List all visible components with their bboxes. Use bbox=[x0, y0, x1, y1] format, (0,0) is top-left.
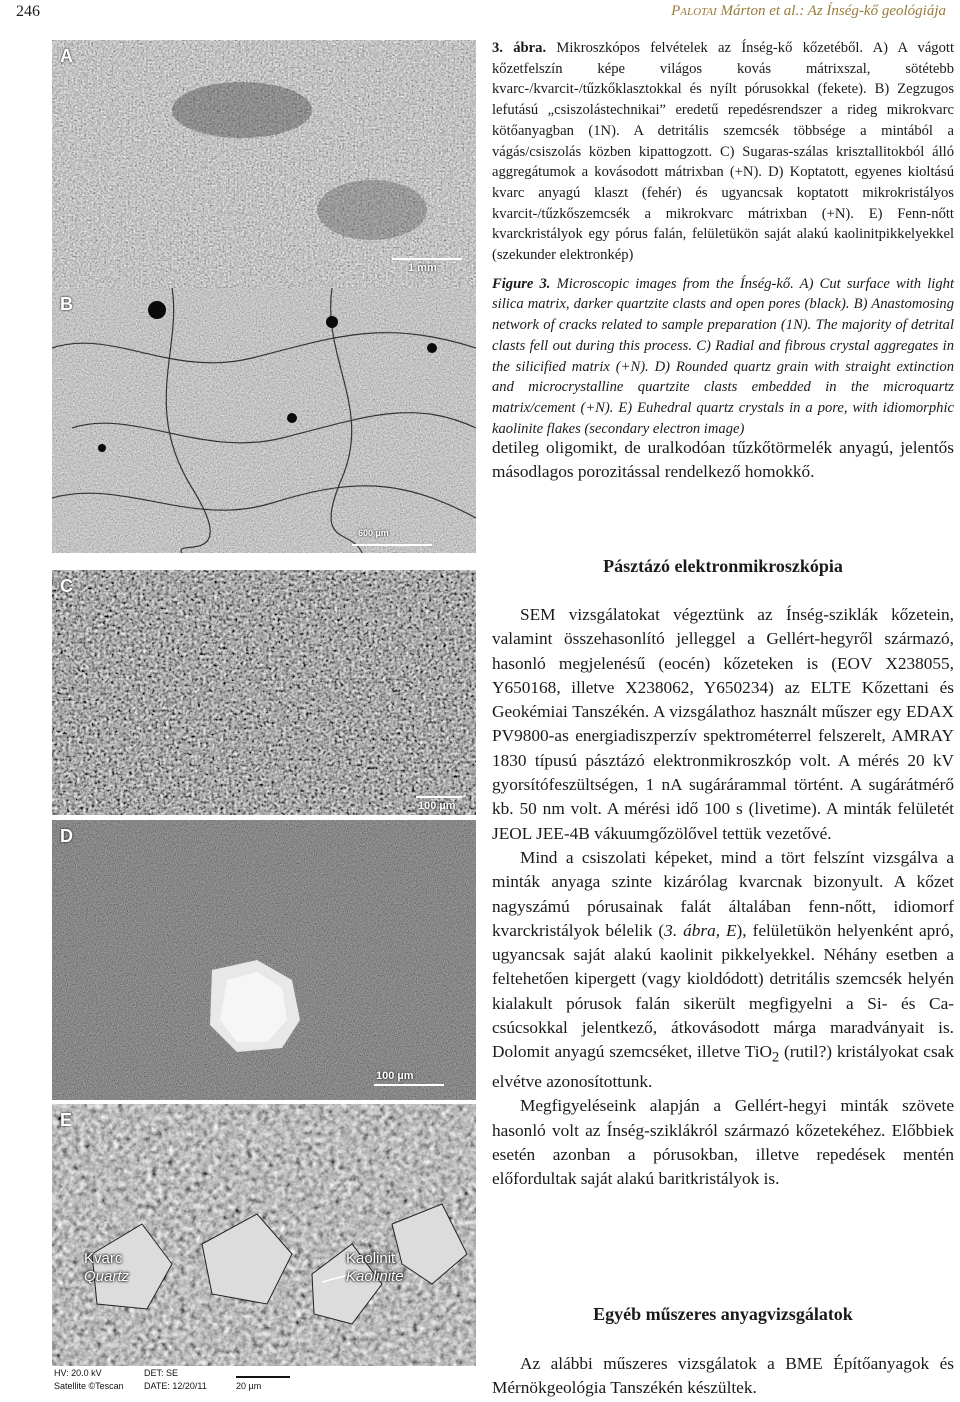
caption-hungarian bbox=[492, 38, 954, 266]
panel-b-label: B bbox=[60, 294, 73, 314]
section-heading-sem: Pásztázó elektronmikroszkópia bbox=[603, 556, 843, 576]
label-kaolinite-hu: Kaolinit bbox=[346, 1250, 396, 1267]
sem-p2-part-b: ), felületükön helyenként apró, ugyancsak saját alakú kaolinit pikkelyekkel. Néhány esetben a feltehetően kipergett (vagy kioldódott) detritális szemcsék helyén kialakult pórusok falán sikerült megfigyelni a Si- és Ca-csúcsokkal jelentkező, átkovásodott márga maradványait is. Dolomit anyagú szemcséket, illetve TiO bbox=[492, 920, 954, 1062]
micrograph-b bbox=[52, 288, 476, 553]
micrograph-c-image bbox=[52, 570, 476, 815]
label-kaolinite-en: Kaolinite bbox=[346, 1268, 404, 1285]
panel-a-scale-bar bbox=[392, 258, 462, 260]
running-head bbox=[671, 3, 946, 20]
label-kaolinite bbox=[346, 1250, 404, 1286]
micrograph-a-image bbox=[52, 40, 476, 288]
tio2-subscript: 2 bbox=[771, 1049, 780, 1066]
micrograph-b-image bbox=[52, 288, 476, 553]
panel-c-scale-label: 100 µm bbox=[418, 800, 456, 812]
running-head-author: Palotai bbox=[671, 3, 717, 19]
label-quartz bbox=[84, 1250, 129, 1286]
panel-d-scale-label: 100 µm bbox=[376, 1070, 414, 1082]
caption-hu-label: 3. ábra. bbox=[492, 40, 547, 56]
caption-en-label: Figure 3. bbox=[492, 275, 551, 292]
micrograph-c bbox=[52, 570, 476, 815]
caption-en-text: Microscopic images from the Ínség-kő. A) Cut surface with light silica matrix, darker quartzite clasts and open pores (black). B) Anastomosing network of cracks related to sample preparation (1N). The majority of detrital clasts fell out during this process. C) Radial and fibrous crystal aggregates in the silicified matrix (+N). D) Rounded quartz grain with straight extinction and microcrystalline quartzite clasts embedded in the microquartz matrix/cement (+N). E) Euhedral quartz crystals in a pore, with idiomorphic kaolinite flakes (secondary electron image) bbox=[492, 275, 955, 437]
panel-d-scale-bar bbox=[374, 1084, 444, 1086]
micrograph-d-image bbox=[52, 820, 476, 1100]
sem-vendor: Satellite ©Tescan bbox=[54, 1381, 124, 1391]
section-other-text bbox=[492, 1352, 954, 1401]
sem-scale-bar bbox=[236, 1376, 290, 1378]
sem-hv: HV: 20.0 kV bbox=[54, 1368, 102, 1378]
page-number: 246 bbox=[16, 3, 40, 20]
continuation-text: detileg oligomikt, de uralkodóan tűzkőtörmelék anyagú, jelentős másodlagos porozitással rendelkező homokkő. bbox=[492, 438, 954, 482]
caption-english bbox=[492, 274, 954, 440]
sem-paragraph-3: Megfigyeléseink alapján a Gellért-hegyi minták szövete hasonló volt az Ínség-sziklákról származó kőzetekéhez. Előbbiek esetén azonban a pórusokban, illetve repedések mentén előfordultak saját alakú baritkristályok is. bbox=[492, 1096, 954, 1189]
sem-paragraph-1: SEM vizsgálatokat végeztünk az Ínség-sziklák kőzetein, valamint összehasonlító jelleggel a Gellért-hegyről származó, hasonló megjelenésű (eocén) kőzeteken is (EOV X238055, Y650168, illetve X238062, Y650234) az ELTE Kőzettani és Geokémiai Tanszékén. A vizsgálathoz használt műszer egy EDAX PV9800-as energiadiszperzív spektrométerrel felszerelt, AMRAY 1830 típusú pásztázó elektronmikroszkóp volt. A mérés 20 kV gyorsítófeszültségen, 1 nA sugárárammal történt. A sugárátmérő kb. 50 nm volt. A mérési idő 100 s (livetime). A minták felületét JEOL JEE-4B vákuumgőzölővel tettük vezetővé. bbox=[492, 605, 954, 843]
section-sem-text bbox=[492, 603, 954, 1192]
micrograph-d bbox=[52, 820, 476, 1100]
label-quartz-hu: Kvarc bbox=[84, 1250, 123, 1267]
sem-info-bar bbox=[52, 1366, 476, 1396]
sem-p2-part-a: Mind a csiszolati képeket, mind a tört felszínt vizsgálva a minták anyaga szinte kizárólag kvarcnak bizonyult. A kőzet nagyszámú pórusainak falát általában fenn-nőtt, idiomorf kvarckristályok bélelik ( bbox=[492, 847, 954, 940]
panel-d-label: D bbox=[60, 826, 73, 846]
figure-caption bbox=[492, 38, 954, 439]
panel-a-label: A bbox=[60, 46, 73, 66]
sem-date: DATE: 12/20/11 bbox=[144, 1381, 207, 1391]
sem-paragraph-2 bbox=[492, 846, 954, 1094]
other-paragraph-1: Az alábbi műszeres vizsgálatok a BME Építőanyagok és Mérnökgeológia Tanszékén készültek. bbox=[492, 1354, 954, 1398]
figure-reference: 3. ábra, E bbox=[664, 920, 737, 940]
sem-det: DET: SE bbox=[144, 1368, 179, 1378]
panel-b-scale-bar bbox=[352, 544, 432, 546]
panel-e-label: E bbox=[60, 1110, 73, 1130]
micrograph-a bbox=[52, 40, 476, 288]
micrograph-e bbox=[52, 1104, 476, 1396]
sem-scale: 20 µm bbox=[236, 1381, 262, 1391]
caption-hu-text: Mikroszkópos felvételek az Ínség-kő kőzetéből. A) A vágott kőzetfelszín képe világos kovás mátrixszal, sötétebb kvarc-/kvarcit-/tűzkőklasztokkal és nyílt pórusokkal (fekete). B) Zegzugos lefutású „csiszolástechnikai” eredetű repedésrendszer a rideg mikrokvarc kötőanyagban (1N). A detritális szemcsék többsége a mintából a vágás/csiszolás közben kipattogzott. C) Sugaras-szálas krisztallitokból álló aggregátumok a kovásodott mátrixban (+N). D) Koptatott, egyenes kioltású kvarc anyagú klaszt (fehér) és ugyancsak koptatott mikrokristályos kvarcit-/tűzkőszemcsék a mikrokvarc mátrixban (+N). E) Fenn-nőtt kvarckristályok egy pórus falán, felületükön saját alakú kaolinitpikkelyekkel (szekunder elektronkép) bbox=[492, 40, 954, 264]
panel-c-label: C bbox=[60, 576, 73, 596]
panel-b-scale-label: 600 µm bbox=[358, 528, 389, 538]
running-head-title: Márton et al.: Az Ínség-kő geológiája bbox=[720, 3, 946, 19]
label-quartz-en: Quartz bbox=[84, 1268, 130, 1285]
sem-p2-part-c: (rutil?) kristályokat csak elvétve azonosítottunk. bbox=[492, 1042, 954, 1092]
micrograph-e-image bbox=[52, 1104, 476, 1366]
continuation-paragraph bbox=[492, 436, 954, 485]
section-heading-other: Egyéb műszeres anyagvizsgálatok bbox=[593, 1304, 853, 1324]
panel-a-scale-label: 1 mm bbox=[408, 262, 437, 274]
panel-c-scale-bar bbox=[416, 796, 462, 798]
